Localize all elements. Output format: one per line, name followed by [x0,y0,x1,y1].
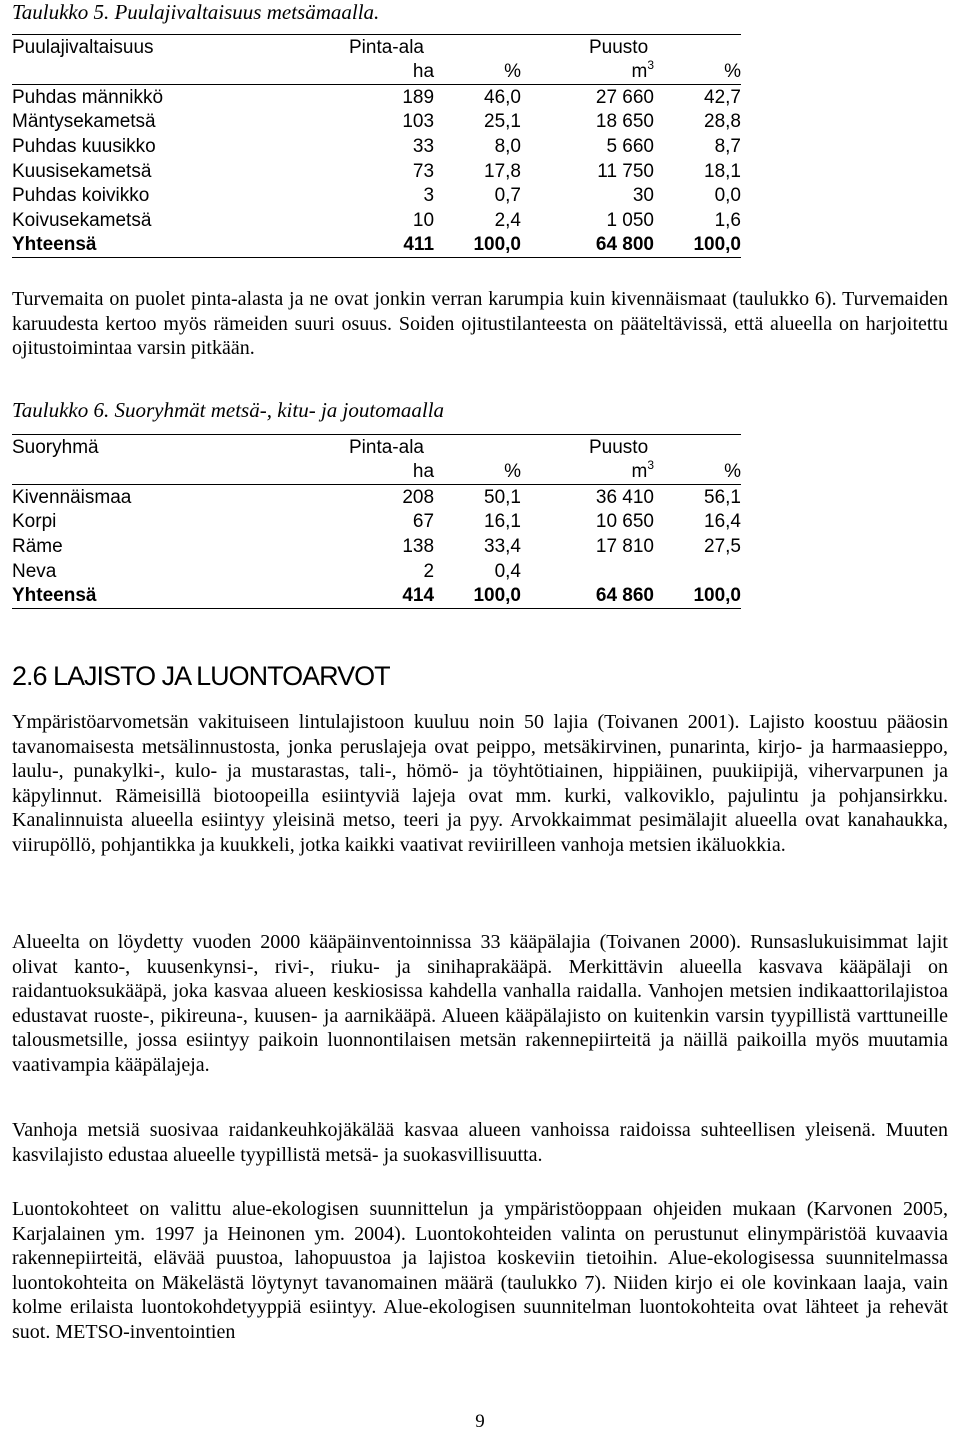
nature-sites-paragraph: Luontokohteet on valittu alue-ekologisen suunnittelun ja ympäristöoppaan ohjeiden mukaan (Karvonen 2005, Karjalainen ym. 1997 ja Heinonen ym. 2004). Luontokohteiden valinta on perustunut elinympäristöä kuvaavia rakennepiirteitä, elävää puustoa, lahopuustoa ja lajistoa koskeviin tietoihin. Alue-ekologisessa suunnitelmassa luontokohteita on Mäkelästä löytynyt tavanomainen määrä (taulukko 7). Niiden kirjo ei ole kovinkaan laaja, vain kolme erilaista luontokohdetyyppiä esiintyy. Alue-ekologisen suunnitelman luontokohteita ovat lähteet ja rehevät suot. METSO-inventointien [12,1198,948,1343]
peatland-paragraph: Turvemaita on puolet pinta-alasta ja ne ovat jonkin verran karumpia kuin kivennäismaat (taulukko 6). Turvemaiden karuudesta kertoo myös rämeiden suuri osuus. Soiden ojitustilanteesta on pääteltävissä, että alueella on harjoitettu ojitustoimintaa varsin pitkään. [12,288,948,360]
table6-unit-area-pct: % [434,460,521,485]
page-number: 9 [475,1411,485,1432]
table6-caption: Taulukko 6. Suoryhmät metsä-, kitu- ja joutomaalla [12,398,445,422]
table5-unit-area-pct: % [434,60,521,85]
section-heading: 2.6 LAJISTO JA LUONTOARVOT [12,661,390,691]
table-row: Korpi 67 16,1 10 650 16,4 [12,511,741,533]
table5-units-row [12,60,741,85]
table5-unit-m3: $m^3$ [521,60,654,85]
table6-col0-header: Suoryhmä [12,435,247,460]
table5-total-row: Yhteensä 411 100,0 64 800 100,0 [12,233,741,258]
table5-unit-vol-pct: % [654,60,741,85]
table-row: Puhdas männikkö 189 46,0 27 660 42,7 [12,86,741,108]
birds-paragraph: Ympäristöarvometsän vakituiseen lintulajistoon kuuluu noin 50 lajia (Toivanen 2001). Lajisto koostuu pääosin tavanomaisesta metsälinnustosta, jonka peruslajeja ovat peippo, metsäkirvinen, punarinta, kirjo- ja harmaasieppo, laulu-, punakylki-, kulo- ja mustarastas, tali-, hömö- ja töyhtötiainen, hippiäinen, puukiipijä, vihervarpunen ja käpylinnut. Rämeisillä biotoopeilla esiintyviä lajeja ovat mm. kurki, valkoviklo, pajulintu ja pohjansirkku. Kanalinnuista alueella esiintyy yleisinä metso, teeri ja pyy. Arvokkaimmat pesimälajit alueella ovat kanahaukka, viirupöllö, pohjantikka ja kuukkeli, jotka kaikki vaativat reviirilleen vanhoja metsien ikäluokkia. [12,711,948,856]
table5-caption: Taulukko 5. Puulajivaltaisuus metsämaalla. [12,0,380,24]
table5-volume-header: Puusto [521,35,741,60]
table6-units-row [12,460,741,485]
table5-area-header: Pinta-ala [247,35,521,60]
table-row: Puhdas koivikko 3 0,7 30 0,0 [12,185,741,207]
table6-total-row: Yhteensä 414 100,0 64 860 100,0 [12,584,741,609]
lichens-paragraph: Vanhoja metsiä suosivaa raidankeuhkojäkälää kasvaa alueen vanhoissa raidoissa suhteellisen yleisenä. Muuten kasvilajisto edustaa alueelle tyypillistä metsä- ja suokasvillisuutta. [12,1119,948,1166]
table6-unit-ha: ha [247,460,434,485]
table5-header-row [12,35,741,60]
table-row: Koivusekametsä 10 2,4 1 050 1,6 [12,209,741,231]
table6-unit-vol-pct: % [654,460,741,485]
table-row: Mäntysekametsä 103 25,1 18 650 28,8 [12,111,741,133]
table-row: Puhdas kuusikko 33 8,0 5 660 8,7 [12,135,741,157]
table5 [12,34,741,258]
table-row: Kivennäismaa 208 50,1 36 410 56,1 [12,486,741,508]
table6-header-row [12,435,741,460]
table5-col0-header: Puulajivaltaisuus [12,35,247,60]
table6-unit-m3: $m^3$ [521,460,654,485]
polypores-paragraph: Alueelta on löydetty vuoden 2000 kääpäinventoinnissa 33 kääpälajia (Toivanen 2000). Runsaslukuisimmat lajit olivat kanto-, kuusenkynsi-, rivi-, riuku- ja sinihaprakääpä. Merkittävin alueella kasvava kääpälaji on raidantuoksukääpä, joka kasvaa alueen keskiosissa kahdella vanhalla raidalla. Vanhojen metsien indikaattorilajistoa edustavat ruoste-, pikireuna-, kuusen- ja aarnikääpä. Alueen kääpälajisto on kuitenkin varsin tyypillistä varttuneille talousmetsille, jossa esiintyy paikoin luonnontilaisen metsän rakennepiirteitä ja näillä paikoilla myös muutamia vaativampia kääpälajeja. [12,931,948,1076]
table6-volume-header: Puusto [521,435,741,460]
table-row: Kuusisekametsä 73 17,8 11 750 18,1 [12,160,741,182]
table5-unit-ha: ha [247,60,434,85]
table6-area-header: Pinta-ala [247,435,521,460]
table-row: Neva 2 0,4 [12,560,521,582]
table-row: Räme 138 33,4 17 810 27,5 [12,535,741,557]
table6 [12,434,741,609]
